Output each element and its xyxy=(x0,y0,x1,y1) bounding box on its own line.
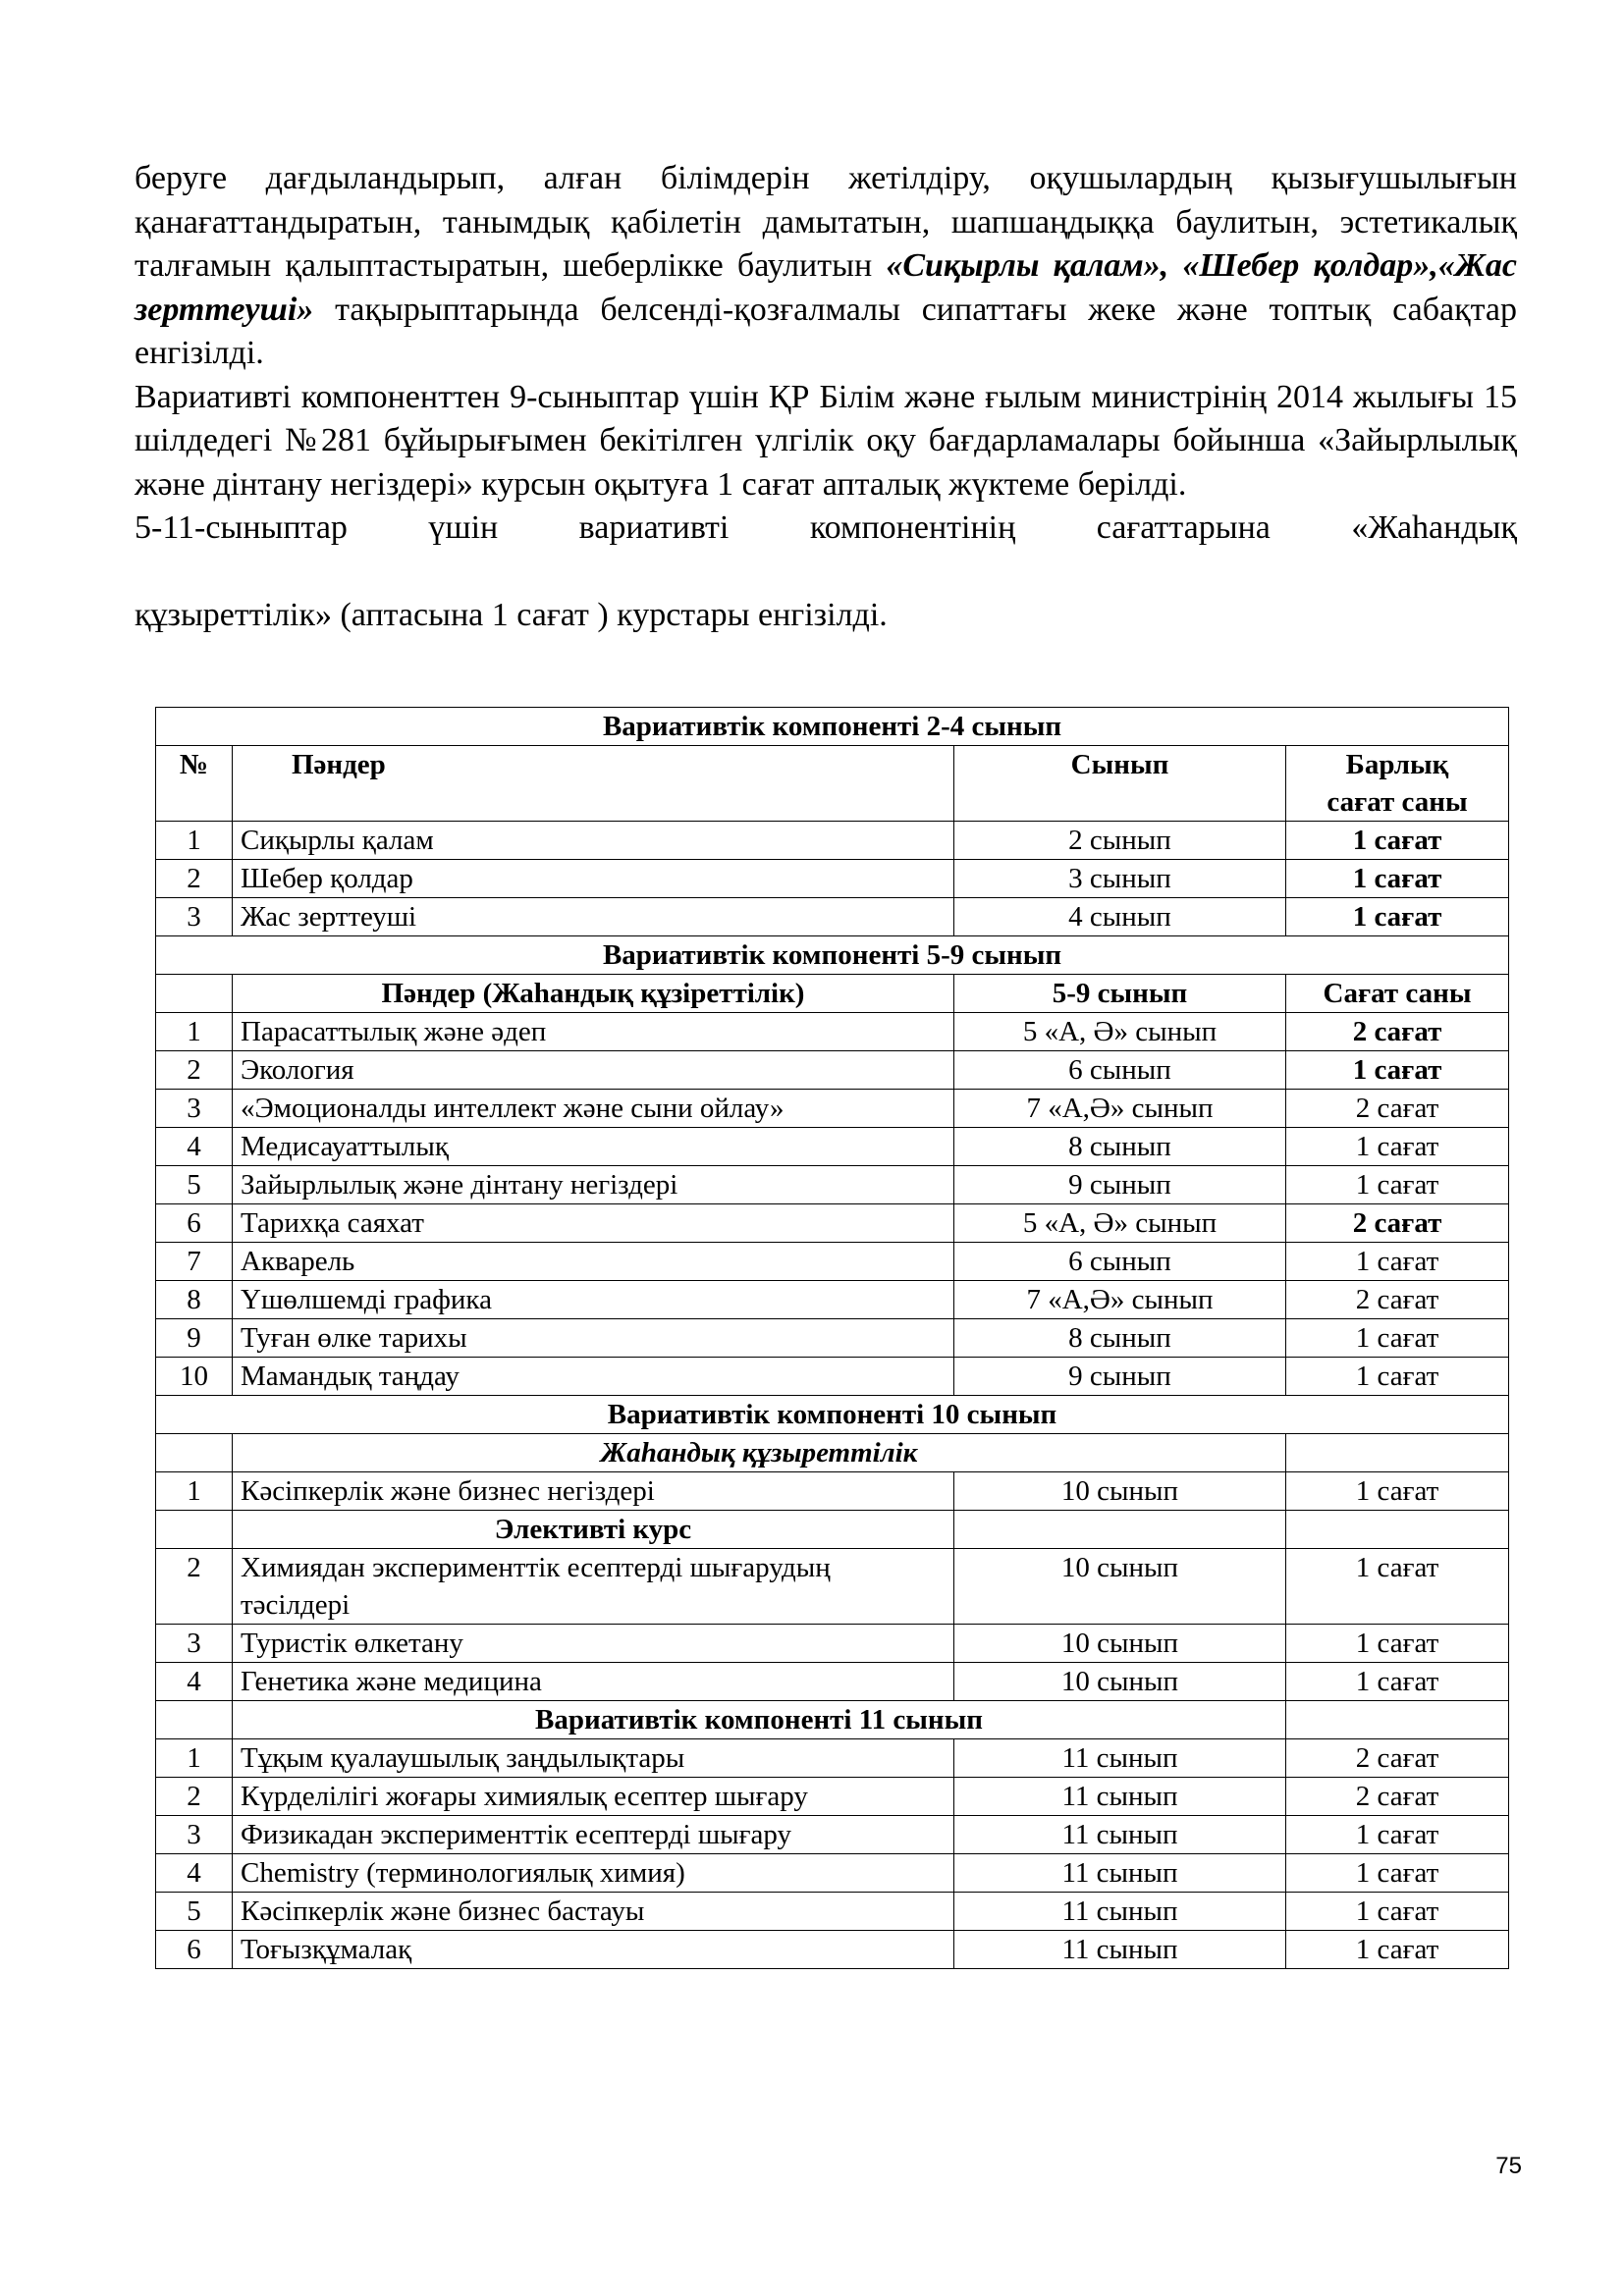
hours-count: 1 сағат xyxy=(1286,1472,1509,1511)
header-hours-line-1: Барлық xyxy=(1345,749,1449,780)
hours-count: 1 сағат xyxy=(1286,860,1509,898)
subject-name: Акварель xyxy=(233,1243,954,1281)
header-hours xyxy=(1286,746,1509,822)
hours-count: 1 сағат xyxy=(1286,1931,1509,1969)
hours-count: 2 сағат xyxy=(1286,1739,1509,1778)
table-row xyxy=(156,1128,1509,1166)
subject-name: Тұқым қуалаушылық заңдылықтары xyxy=(233,1739,954,1778)
table-row xyxy=(156,1281,1509,1319)
curriculum-table xyxy=(155,707,1509,1969)
class-name: 11 сынып xyxy=(954,1854,1286,1893)
class-name: 5 «А, Ә» сынып xyxy=(954,1204,1286,1243)
subsection-row xyxy=(156,1511,1509,1549)
table-row xyxy=(156,1625,1509,1663)
header-number xyxy=(156,975,233,1013)
subject-name: Тоғызқұмалақ xyxy=(233,1931,954,1969)
section-title: Вариативтік компоненті 10 сынып xyxy=(156,1396,1509,1434)
row-number: 5 xyxy=(156,1893,233,1931)
subject-name: Химиядан эксперименттік есептерді шығарудың тәсілдері xyxy=(233,1549,954,1625)
row-number: 6 xyxy=(156,1204,233,1243)
table-row xyxy=(156,1739,1509,1778)
table-row xyxy=(156,1358,1509,1396)
row-number: 4 xyxy=(156,1128,233,1166)
empty-cell xyxy=(1286,1701,1509,1739)
class-name: 6 сынып xyxy=(954,1243,1286,1281)
empty-cell xyxy=(1286,1511,1509,1549)
row-number: 4 xyxy=(156,1663,233,1701)
row-number: 7 xyxy=(156,1243,233,1281)
section-title-row xyxy=(156,1396,1509,1434)
subject-name: Сиқырлы қалам xyxy=(233,822,954,860)
empty-cell xyxy=(156,1434,233,1472)
hours-count: 1 сағат xyxy=(1286,1358,1509,1396)
hours-count: 1 сағат xyxy=(1286,1128,1509,1166)
class-name: 10 сынып xyxy=(954,1549,1286,1625)
row-number: 10 xyxy=(156,1358,233,1396)
subject-name: Жас зерттеуші xyxy=(233,898,954,936)
subject-name: Үшөлшемді графика xyxy=(233,1281,954,1319)
row-number: 1 xyxy=(156,822,233,860)
body-text xyxy=(135,157,1517,638)
row-number: 5 xyxy=(156,1166,233,1204)
row-number: 2 xyxy=(156,1778,233,1816)
table-row xyxy=(156,1090,1509,1128)
section-title-row xyxy=(156,708,1509,746)
class-name: 11 сынып xyxy=(954,1893,1286,1931)
page-number: 75 xyxy=(1495,2153,1522,2179)
header-class: 5-9 сынып xyxy=(954,975,1286,1013)
class-name: 8 сынып xyxy=(954,1319,1286,1358)
subject-name: Шебер қолдар xyxy=(233,860,954,898)
row-number: 6 xyxy=(156,1931,233,1969)
class-name: 10 сынып xyxy=(954,1625,1286,1663)
table-row xyxy=(156,1931,1509,1969)
empty-cell xyxy=(156,1701,233,1739)
class-name: 7 «А,Ә» сынып xyxy=(954,1281,1286,1319)
row-number: 9 xyxy=(156,1319,233,1358)
subsection-row xyxy=(156,1434,1509,1472)
hours-count: 1 сағат xyxy=(1286,1319,1509,1358)
class-name: 11 сынып xyxy=(954,1931,1286,1969)
paragraph-3-line-2: құзыреттілік» (аптасына 1 сағат ) курстары енгізілді. xyxy=(135,597,888,633)
subject-name: Туған өлке тарихы xyxy=(233,1319,954,1358)
hours-count: 1 сағат xyxy=(1286,1816,1509,1854)
table-row xyxy=(156,1893,1509,1931)
row-number: 3 xyxy=(156,1090,233,1128)
row-number: 1 xyxy=(156,1013,233,1051)
hours-count: 1 сағат xyxy=(1286,1051,1509,1090)
table-row xyxy=(156,1204,1509,1243)
subject-name: Күрделілігі жоғары химиялық есептер шығару xyxy=(233,1778,954,1816)
row-number: 2 xyxy=(156,1051,233,1090)
row-number: 4 xyxy=(156,1854,233,1893)
class-name: 11 сынып xyxy=(954,1816,1286,1854)
table-row xyxy=(156,1549,1509,1625)
class-name: 3 сынып xyxy=(954,860,1286,898)
paragraph-1-end: тақырыптарында белсенді-қозғалмалы сипаттағы жеке және топтық сабақтар енгізілді. xyxy=(135,291,1517,371)
subject-name: Генетика және медицина xyxy=(233,1663,954,1701)
class-name: 11 сынып xyxy=(954,1739,1286,1778)
subject-name: «Эмоционалды интеллект және сыни ойлау» xyxy=(233,1090,954,1128)
hours-count: 1 сағат xyxy=(1286,898,1509,936)
paragraph-2: Вариативті компоненттен 9-сыныптар үшін ҚР Білім және ғылым министрінің 2014 жылығы 15 шілдедегі №281 бұйырығымен бекітілген үлгілік оқу бағдарламалары бойынша «Зайырлылық және дінтану негіздері» курсын оқытуға 1 сағат апталық жүктеме берілді. xyxy=(135,378,1517,503)
subject-name: Парасаттылық және әдеп xyxy=(233,1013,954,1051)
row-number: 1 xyxy=(156,1739,233,1778)
class-name: 10 сынып xyxy=(954,1472,1286,1511)
row-number: 8 xyxy=(156,1281,233,1319)
header-subject: Пәндер (Жаһандық құзіреттілік) xyxy=(233,975,954,1013)
row-number: 2 xyxy=(156,1549,233,1625)
subsection-title: Жаһандық құзыреттілік xyxy=(233,1434,1286,1472)
hours-count: 2 сағат xyxy=(1286,1778,1509,1816)
header-class: Сынып xyxy=(954,746,1286,822)
paragraph-1-start: беруге дағдыландырып, алған білімдерін жетілдіру, оқушылардың қызығушылығын қанағаттандыратын, танымдық қабілетін дамытатын, шапшаңдыққа баулитын, эстетикалық талғамын қалыптастыратын, шеберлікке баулитын xyxy=(135,160,1517,284)
header-row xyxy=(156,975,1509,1013)
subject-name: Зайырлылық және дінтану негіздері xyxy=(233,1166,954,1204)
class-name: 11 сынып xyxy=(954,1778,1286,1816)
header-row xyxy=(156,746,1509,822)
hours-count: 1 сағат xyxy=(1286,822,1509,860)
class-name: 2 сынып xyxy=(954,822,1286,860)
subject-name: Chemistry (терминологиялық химия) xyxy=(233,1854,954,1893)
class-name: 9 сынып xyxy=(954,1166,1286,1204)
table-row xyxy=(156,1243,1509,1281)
hours-count: 2 сағат xyxy=(1286,1090,1509,1128)
table-row xyxy=(156,1816,1509,1854)
hours-count: 1 сағат xyxy=(1286,1625,1509,1663)
subsection-title: Элективті курс xyxy=(233,1511,954,1549)
section-title: Вариативтік компоненті 11 сынып xyxy=(233,1701,1286,1739)
row-number: 1 xyxy=(156,1472,233,1511)
subject-name: Физикадан эксперименттік есептерді шығару xyxy=(233,1816,954,1854)
subject-name: Кәсіпкерлік және бизнес негіздері xyxy=(233,1472,954,1511)
class-name: 6 сынып xyxy=(954,1051,1286,1090)
subject-name: Тарихқа саяхат xyxy=(233,1204,954,1243)
hours-count: 2 сағат xyxy=(1286,1013,1509,1051)
table-row xyxy=(156,1472,1509,1511)
section-title: Вариативтік компоненті 2-4 сынып xyxy=(156,708,1509,746)
section-title-row xyxy=(156,936,1509,975)
empty-cell xyxy=(954,1511,1286,1549)
hours-count: 1 сағат xyxy=(1286,1243,1509,1281)
hours-count: 1 сағат xyxy=(1286,1549,1509,1625)
class-name: 7 «А,Ә» сынып xyxy=(954,1090,1286,1128)
course-names-emphasis: «Сиқырлы қалам», «Шебер қолдар»,«Жас зерттеуші» xyxy=(135,247,1517,328)
row-number: 3 xyxy=(156,1816,233,1854)
hours-count: 1 сағат xyxy=(1286,1893,1509,1931)
table-row xyxy=(156,1319,1509,1358)
header-hours-line-2: сағат саны xyxy=(1326,786,1468,818)
class-name: 5 «А, Ә» сынып xyxy=(954,1013,1286,1051)
hours-count: 1 сағат xyxy=(1286,1663,1509,1701)
class-name: 4 сынып xyxy=(954,898,1286,936)
table-row xyxy=(156,1854,1509,1893)
table-row xyxy=(156,898,1509,936)
table-row xyxy=(156,860,1509,898)
paragraph-3-line-1: 5-11-сыныптар үшін вариативті компонентінің сағаттарына «Жаһандық xyxy=(135,509,1517,546)
subject-name: Экология xyxy=(233,1051,954,1090)
row-number: 3 xyxy=(156,898,233,936)
subject-name: Медисауаттылық xyxy=(233,1128,954,1166)
subject-name: Мамандық таңдау xyxy=(233,1358,954,1396)
class-name: 10 сынып xyxy=(954,1663,1286,1701)
header-number: № xyxy=(156,746,233,822)
hours-count: 1 сағат xyxy=(1286,1854,1509,1893)
empty-cell xyxy=(1286,1434,1509,1472)
hours-count: 1 сағат xyxy=(1286,1166,1509,1204)
class-name: 9 сынып xyxy=(954,1358,1286,1396)
subject-name: Кәсіпкерлік және бизнес бастауы xyxy=(233,1893,954,1931)
section-title: Вариативтік компоненті 5-9 сынып xyxy=(156,936,1509,975)
row-number: 2 xyxy=(156,860,233,898)
empty-cell xyxy=(156,1511,233,1549)
table-row xyxy=(156,1663,1509,1701)
paragraph-1 xyxy=(135,157,1517,376)
class-name: 8 сынып xyxy=(954,1128,1286,1166)
hours-count: 2 сағат xyxy=(1286,1204,1509,1243)
section-title-row xyxy=(156,1701,1509,1739)
table-row xyxy=(156,1013,1509,1051)
hours-count: 2 сағат xyxy=(1286,1281,1509,1319)
subject-name: Туристік өлкетану xyxy=(233,1625,954,1663)
header-hours: Сағат саны xyxy=(1286,975,1509,1013)
table-row xyxy=(156,822,1509,860)
header-subject: Пәндер xyxy=(233,746,954,822)
table-row xyxy=(156,1166,1509,1204)
table-row xyxy=(156,1051,1509,1090)
row-number: 3 xyxy=(156,1625,233,1663)
table-row xyxy=(156,1778,1509,1816)
